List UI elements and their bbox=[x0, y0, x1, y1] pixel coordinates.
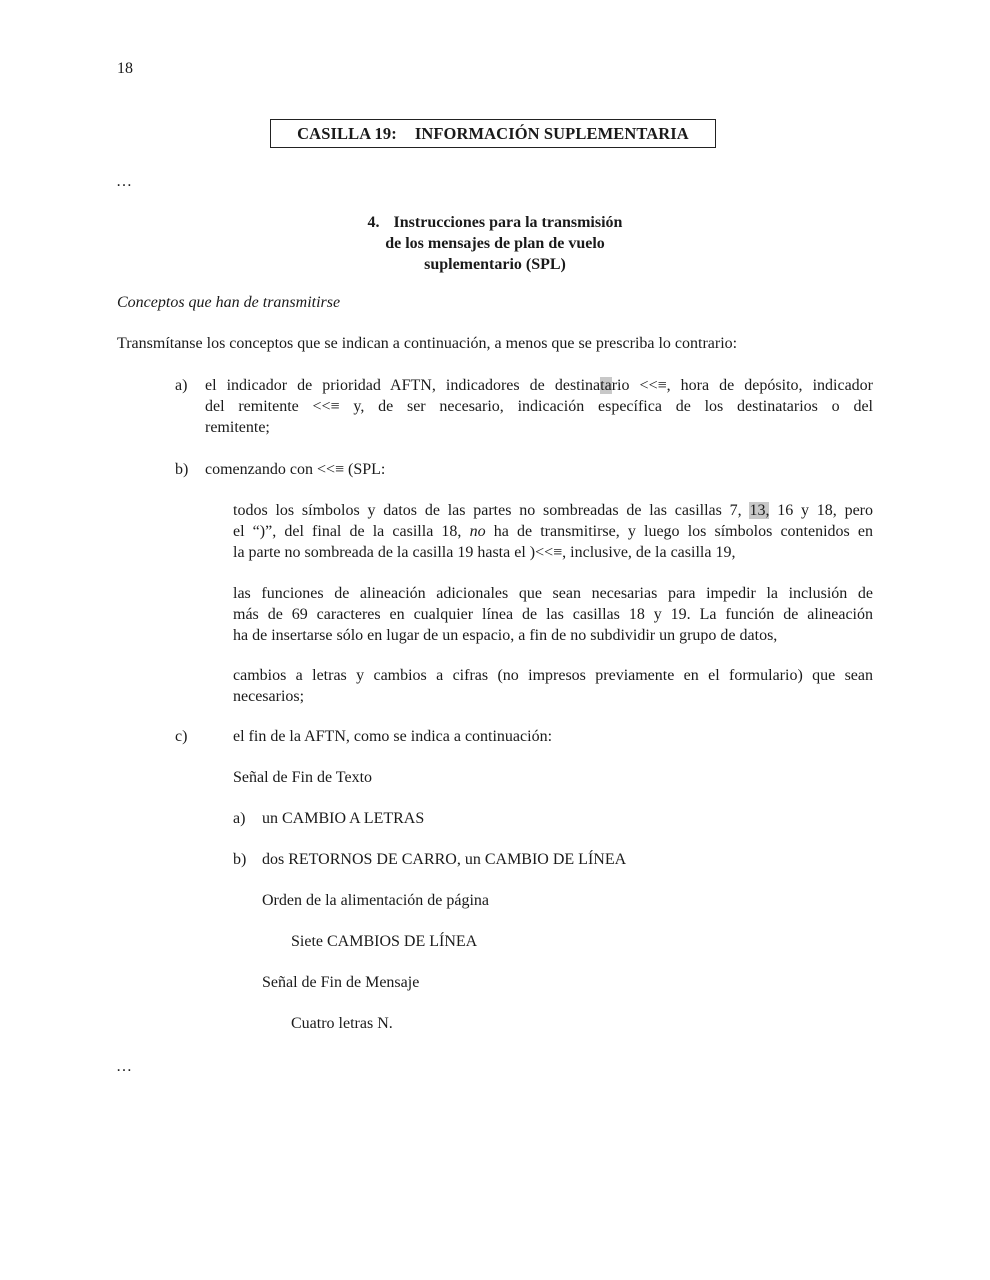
sub-b-marker: b) bbox=[233, 851, 247, 868]
para-1-line-2-pre: el “)”, del final de la casilla 18, bbox=[233, 523, 470, 540]
italic-no: no bbox=[469, 523, 486, 540]
para-1-line-1-post: 16 y 18, pero bbox=[769, 502, 873, 519]
highlighted-text: ta bbox=[600, 377, 612, 394]
item-b-text: comenzando con <<≡ (SPL: bbox=[205, 461, 386, 478]
item-a-line-1-post: rio <<≡, hora de depósito, indicador bbox=[611, 377, 874, 394]
heading-number: 4. bbox=[367, 214, 380, 231]
item-b-marker: b) bbox=[175, 461, 189, 478]
item-a-line-1 bbox=[205, 376, 873, 396]
end-message-signal: Señal de Fin de Mensaje bbox=[262, 974, 420, 991]
four-letters-n: Cuatro letras N. bbox=[291, 1015, 393, 1032]
page-number: 18 bbox=[117, 60, 133, 77]
item-a-line-1-pre: el indicador de prioridad AFTN, indicadores de destina bbox=[205, 377, 601, 394]
page-feed-order: Orden de la alimentación de página bbox=[262, 892, 490, 909]
item-b-para-2-line-1: las funciones de alineación adicionales que sean necesarias para impedir la inclusión de bbox=[233, 585, 873, 602]
item-b-para-3-line-2: necesarios; bbox=[233, 688, 305, 705]
item-a-marker: a) bbox=[175, 377, 188, 394]
section-title-box bbox=[270, 119, 716, 148]
heading-line-3: suplementario (SPL) bbox=[424, 256, 566, 273]
item-a-line-3: remitente; bbox=[205, 419, 270, 436]
seven-line-feeds: Siete CAMBIOS DE LÍNEA bbox=[291, 933, 478, 950]
item-c-marker: c) bbox=[175, 728, 188, 745]
item-b-para-2-line-3: ha de insertarse sólo en lugar de un espacio, a fin de no subdividir un grupo de datos, bbox=[233, 627, 778, 644]
item-c-text: el fin de la AFTN, como se indica a continuación: bbox=[233, 728, 553, 745]
ellipsis-top: … bbox=[116, 173, 134, 190]
item-b-para-1-line-2 bbox=[233, 522, 873, 542]
sub-b-text: dos RETORNOS DE CARRO, un CAMBIO DE LÍNEA bbox=[262, 851, 627, 868]
title-label: CASILLA 19: bbox=[297, 123, 397, 143]
sub-a-text: un CAMBIO A LETRAS bbox=[262, 810, 425, 827]
item-b-para-1-line-1 bbox=[233, 501, 873, 521]
item-a-line-2: del remitente <<≡ y, de ser necesario, indicación específica de los destinatarios o del bbox=[205, 398, 873, 415]
para-1-line-2-post: ha de transmitirse, y luego los símbolos contenidos en bbox=[485, 523, 873, 540]
para-1-line-1-pre: todos los símbolos y datos de las partes no sombreadas de las casillas 7, bbox=[233, 502, 750, 519]
item-b-para-1-line-3: la parte no sombreada de la casilla 19 hasta el )<<≡, inclusive, de la casilla 19, bbox=[233, 544, 736, 561]
end-text-signal: Señal de Fin de Texto bbox=[233, 769, 373, 786]
highlighted-number: 13, bbox=[749, 502, 770, 519]
heading-line-1: Instrucciones para la transmisión bbox=[393, 214, 623, 231]
subheading: Conceptos que han de transmitirse bbox=[117, 294, 341, 311]
ellipsis-bottom: … bbox=[116, 1058, 134, 1075]
intro-paragraph: Transmítanse los conceptos que se indican a continuación, a menos que se prescriba lo contrario: bbox=[117, 335, 738, 352]
sub-a-marker: a) bbox=[233, 810, 246, 827]
title-text: INFORMACIÓN SUPLEMENTARIA bbox=[414, 123, 689, 143]
section-heading bbox=[300, 212, 690, 275]
item-b-para-2-line-2: más de 69 caracteres en cualquier línea de las casillas 18 y 19. La función de alineación bbox=[233, 606, 873, 623]
heading-line-2: de los mensajes de plan de vuelo bbox=[385, 235, 605, 252]
item-b-para-3-line-1: cambios a letras y cambios a cifras (no impresos previamente en el formulario) que sean bbox=[233, 667, 873, 684]
